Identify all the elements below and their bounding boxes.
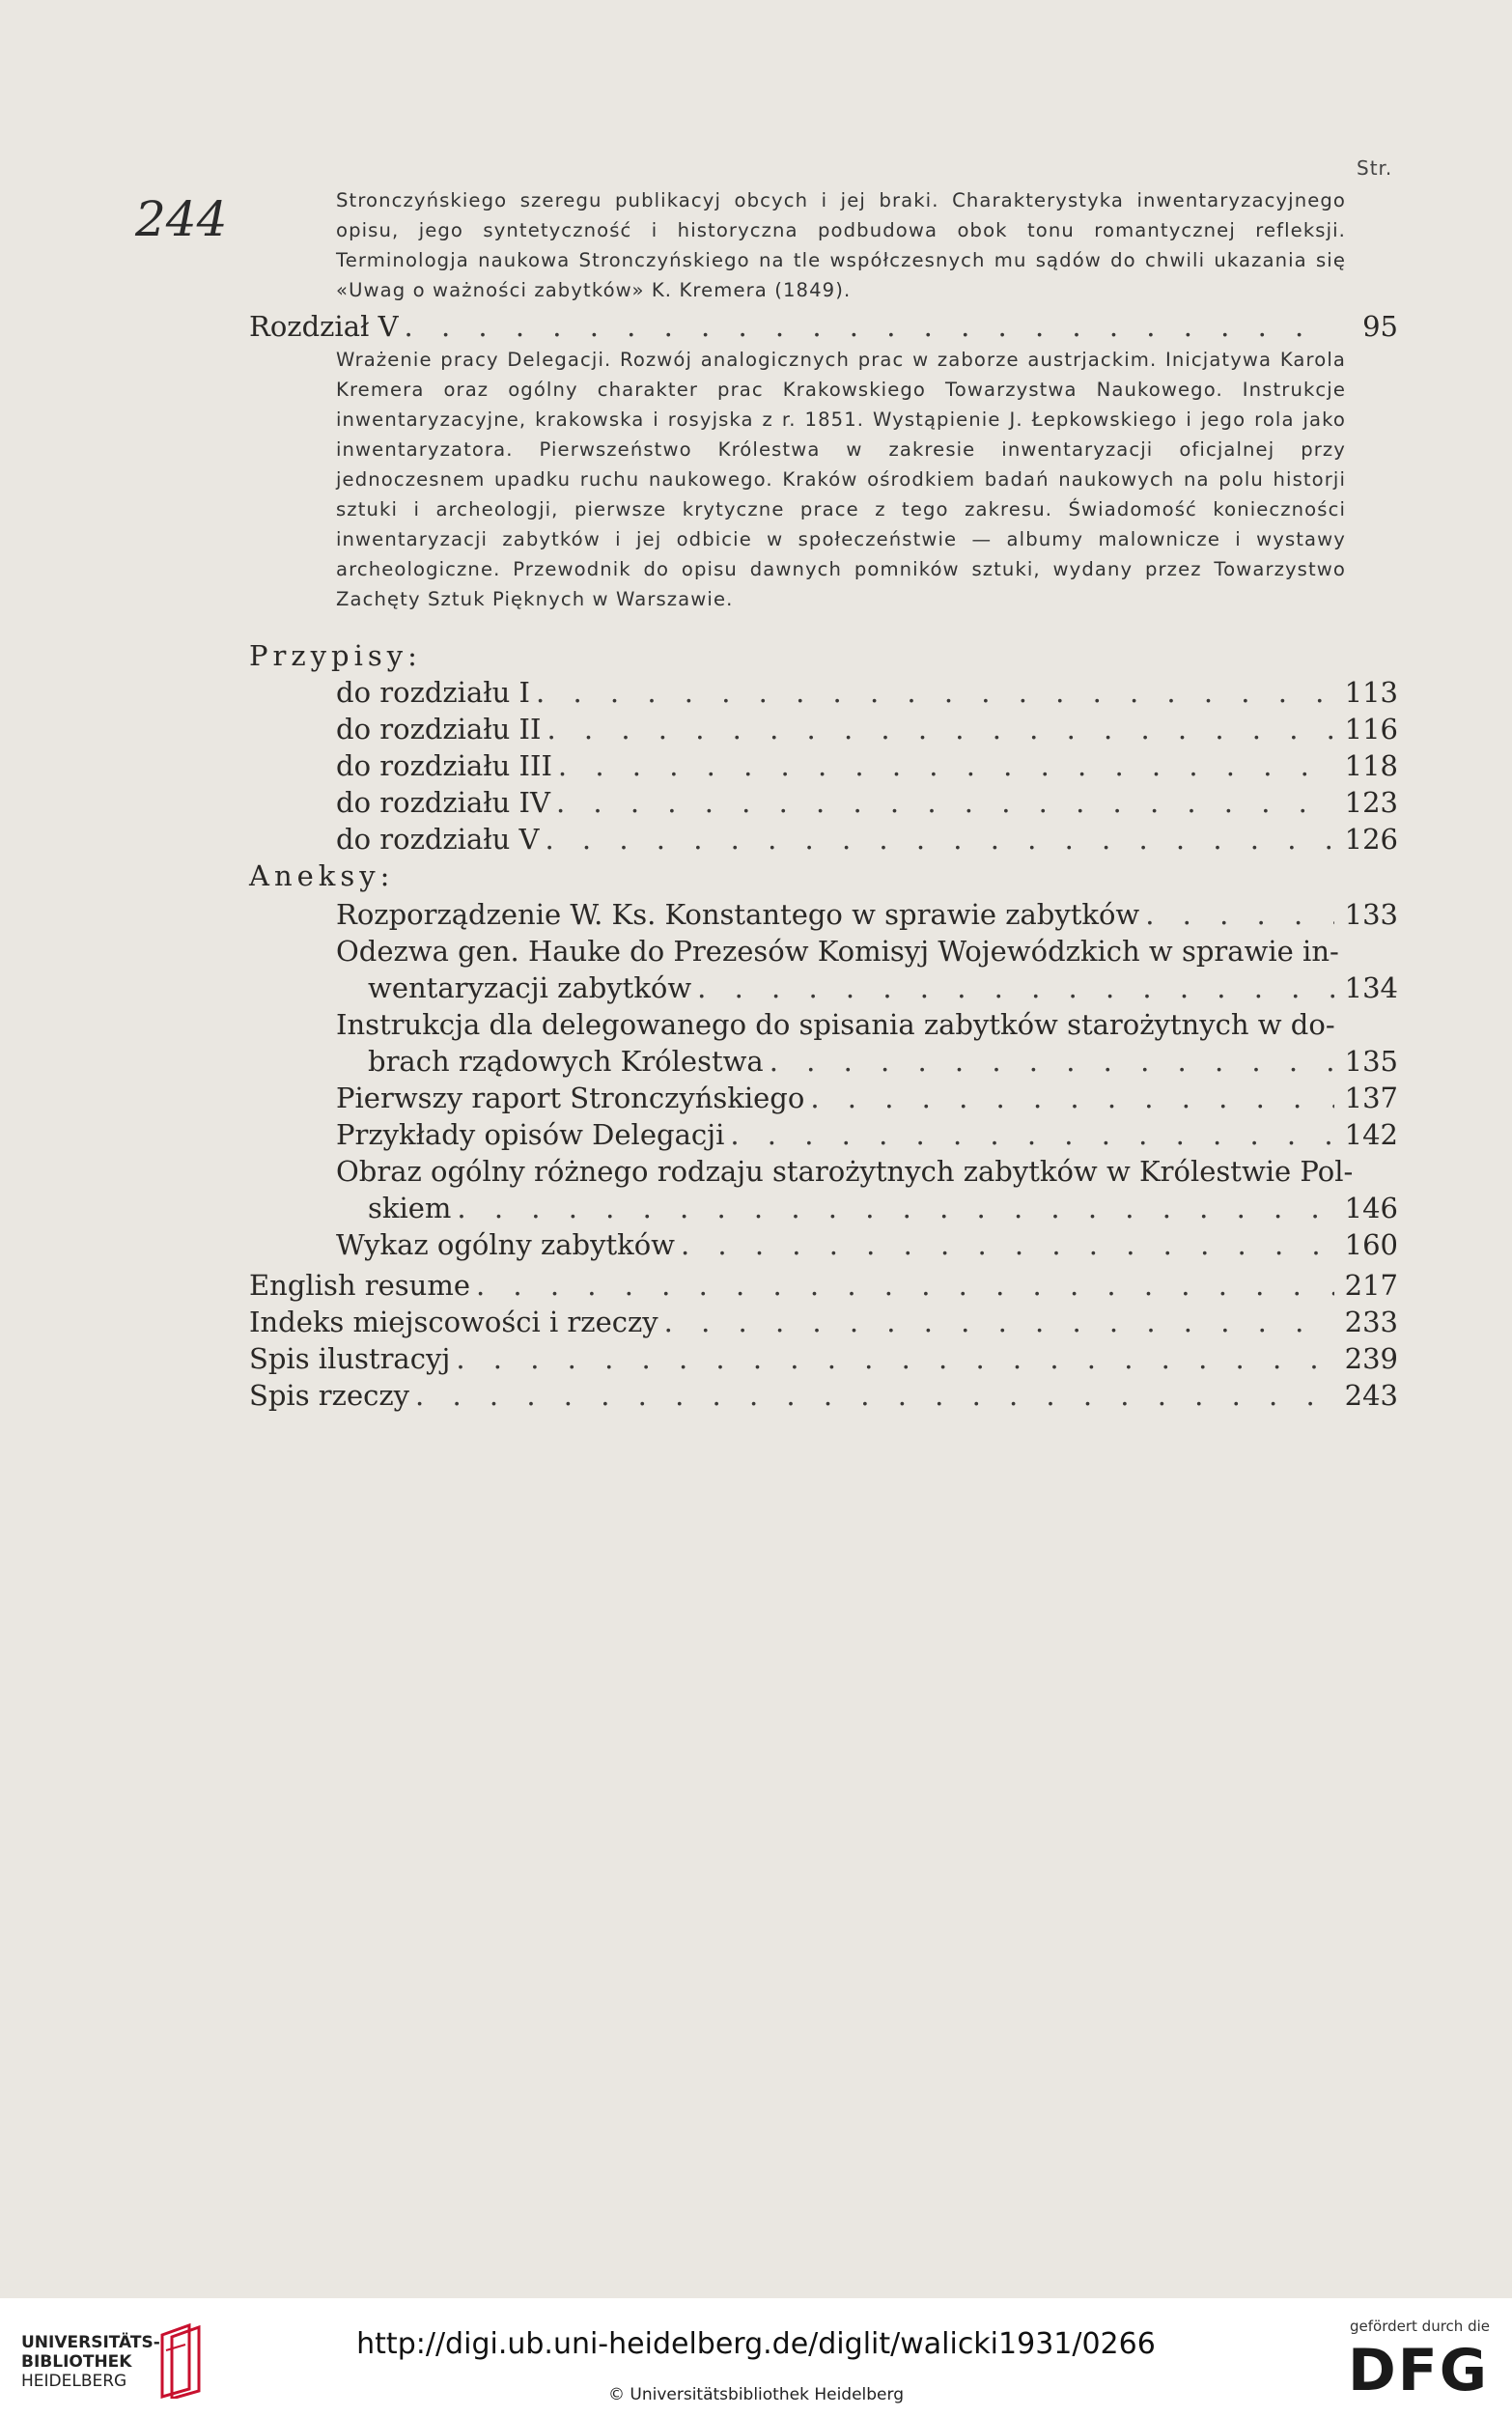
toc-label: do rozdziału V	[336, 823, 540, 856]
toc-entry-spis-ilustracyj	[249, 1340, 1398, 1377]
toc-label-line1: Odezwa gen. Hauke do Prezesów Komisyj Wojewódzkich w sprawie in-	[336, 935, 1339, 968]
page-number: 244	[135, 191, 228, 247]
toc-entry	[336, 896, 1398, 933]
toc-label: Indeks miejscowości i rzeczy	[249, 1306, 658, 1338]
dot-leader	[556, 784, 1334, 821]
toc-page: 123	[1344, 786, 1398, 819]
dot-leader	[415, 1377, 1334, 1414]
dot-leader	[558, 747, 1334, 784]
toc-entry-english-resume	[249, 1267, 1398, 1304]
toc-entry	[336, 1080, 1398, 1116]
toc-page: 126	[1344, 823, 1398, 856]
toc-entry-spis-rzeczy	[249, 1377, 1398, 1414]
dfg-logo: DFG	[1348, 2337, 1490, 2404]
toc-page: 135	[1344, 1045, 1398, 1078]
toc-label: do rozdziału IV	[336, 786, 550, 819]
library-name-line3: HEIDELBERG	[21, 2372, 127, 2391]
toc-label: do rozdziału II	[336, 713, 542, 745]
rozdzial-v-summary: Wrażenie pracy Delegacji. Rozwój analogicznych prac w zaborze austrjackim. Inicjatywa Karola Kremera oraz ogólny charakter prac Krakowskiego Towarzystwa Naukowego. Instrukcje inwentaryzacyjne, krakowska i rosyjska z r. 1851. Wystąpienie J. Łepkowskiego i jego rola jako inwentaryzatora. Pierwszeństwo Królestwa w zakresie inwentaryzacji oficjalnej przy jednoczesnem upadku ruchu naukowego. Kraków ośrodkiem badań naukowych na polu historji sztuki i archeologji, pierwsze krytyczne prace z tego zakresu. Świadomość konieczności inwentaryzacji zabytków i jej odbicie w społeczeństwie — albumy malownicze i wystawy archeologiczne. Przewodnik do opisu dawnych pomników sztuki, wydany przez Towarzystwo Zachęty Sztuk Pięknych w Warszawie.	[336, 349, 1346, 610]
toc-page: 217	[1344, 1269, 1398, 1302]
toc-entry	[336, 821, 1398, 857]
toc-label: Wykaz ogólny zabytków	[336, 1228, 675, 1261]
toc-entry	[336, 1226, 1398, 1263]
toc-label-line1: Instrukcja dla delegowanego do spisania zabytków starożytnych w do-	[336, 1008, 1335, 1041]
dot-leader	[546, 821, 1335, 857]
toc-entry	[336, 747, 1398, 784]
toc-page: 146	[1344, 1192, 1398, 1224]
dot-leader	[1145, 896, 1334, 933]
dot-leader	[456, 1340, 1334, 1377]
toc-entry	[336, 1116, 1398, 1153]
toc-page: 160	[1344, 1228, 1398, 1261]
toc-page: 134	[1344, 971, 1398, 1004]
funding-label: gefördert durch die	[1350, 2318, 1490, 2335]
viewer-footer	[0, 2298, 1512, 2417]
przypisy-heading: Przypisy:	[249, 639, 422, 672]
dot-leader	[681, 1226, 1334, 1263]
toc-entry	[336, 674, 1398, 711]
toc-page: 142	[1344, 1118, 1398, 1151]
permalink-url[interactable]: http://digi.ub.uni-heidelberg.de/diglit/walicki1931/0266	[356, 2327, 1156, 2361]
toc-label: Rozdział V	[249, 310, 399, 343]
toc-label: Przykłady opisów Delegacji	[336, 1118, 725, 1151]
aneksy-heading: Aneksy:	[249, 859, 395, 892]
dot-leader	[810, 1080, 1334, 1116]
toc-label: Spis ilustracyj	[249, 1342, 451, 1375]
toc-entry-indeks	[249, 1304, 1398, 1340]
toc-label: English resume	[249, 1269, 470, 1302]
toc-label: Rozporządzenie W. Ks. Konstantego w sprawie zabytków	[336, 898, 1140, 931]
toc-entry	[368, 1190, 1398, 1226]
toc-page: 233	[1344, 1306, 1398, 1338]
dot-leader	[730, 1116, 1334, 1153]
dot-leader	[697, 970, 1334, 1006]
toc-label-line1: Obraz ogólny różnego rodzaju starożytnych zabytków w Królestwie Pol-	[336, 1155, 1354, 1188]
copyright-notice: © Universitätsbibliothek Heidelberg	[607, 2385, 904, 2404]
toc-entry	[336, 711, 1398, 747]
toc-entry-rozdzial-v	[249, 308, 1398, 345]
dot-leader	[546, 711, 1334, 747]
toc-label: Pierwszy raport Stronczyńskiego	[336, 1082, 805, 1114]
toc-page: 243	[1344, 1379, 1398, 1412]
toc-page: 113	[1344, 676, 1398, 709]
toc-entry	[336, 784, 1398, 821]
toc-label: skiem	[368, 1192, 452, 1224]
toc-page: 95	[1362, 310, 1398, 343]
toc-label: do rozdziału I	[336, 676, 531, 709]
toc-entry	[368, 1043, 1398, 1080]
dot-leader	[770, 1043, 1334, 1080]
dot-leader	[405, 308, 1334, 345]
dot-leader	[457, 1190, 1334, 1226]
toc-page: 137	[1344, 1082, 1398, 1114]
toc-page: 118	[1344, 749, 1398, 782]
toc-label: wentaryzacji zabytków	[368, 971, 692, 1004]
library-name-line1: UNIVERSITÄTS-	[21, 2333, 160, 2352]
toc-page: 116	[1344, 713, 1398, 745]
library-name-line2: BIBLIOTHEK	[21, 2352, 132, 2372]
toc-page: 133	[1344, 898, 1398, 931]
dot-leader	[664, 1304, 1334, 1340]
toc-label: brach rządowych Królestwa	[368, 1045, 764, 1078]
toc-label: Spis rzeczy	[249, 1379, 410, 1412]
toc-entry	[368, 970, 1398, 1006]
dot-leader	[536, 674, 1334, 711]
intro-paragraph: Stronczyńskiego szeregu publikacyj obcych i jej braki. Charakterystyka inwentaryzacyjnego opisu, jego syntetyczność i historyczna podbudowa obok tonu romantycznej refleksji. Terminologja naukowa Stronczyńskiego na tle współczesnych mu sądów do chwili ukazania się «Uwag o ważności zabytków» K. Kremera (1849).	[336, 189, 1346, 301]
toc-page: 239	[1344, 1342, 1398, 1375]
toc-label: do rozdziału III	[336, 749, 552, 782]
page-column-label: Str.	[1357, 156, 1393, 180]
dot-leader	[476, 1267, 1334, 1304]
